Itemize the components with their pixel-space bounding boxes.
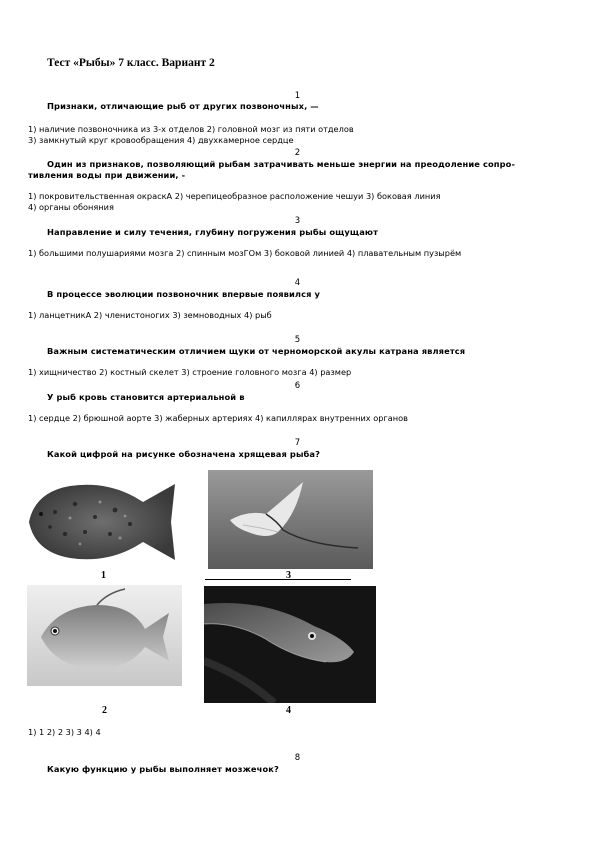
question-number: 8 [294, 753, 301, 763]
question-text: Какую функцию у рыбы выполняет мозжечок? [47, 764, 279, 774]
question-text: Какой цифрой на рисунке обозначена хрящевая рыба? [47, 449, 321, 459]
question-number: 1 [294, 91, 301, 101]
question-text: Признаки, отличающие рыб от других позвоночных, — [47, 101, 319, 111]
figure-label: 4 [286, 705, 291, 716]
question-number: 2 [294, 148, 301, 158]
question-text: Один из признаков, позволяющий рыбам затрачивать меньше энергии на преодоление сопро- [47, 159, 516, 169]
question-text: В процессе эволюции позвоночник впервые появился у [47, 289, 321, 299]
question-text: Важным систематическим отличием щуки от черноморской акулы катрана является [47, 346, 466, 356]
answer-line: 4) органы обоняния [28, 202, 114, 212]
answer-line: 1) наличие позвоночника из 3-х отделов 2) головной мозг из пяти отделов [28, 124, 354, 134]
question-number: 3 [294, 216, 301, 226]
answer-line: 1) сердце 2) брюшной аорте 3) жаберных артериях 4) капиллярах внутренних органов [28, 413, 408, 423]
answer-line: 1) хищничество 2) костный скелет 3) строение головного мозга 4) размер [28, 367, 352, 377]
answer-line: 1) большими полушариями мозга 2) спинным мозГОм 3) боковой линией 4) плавательным пузырём [28, 248, 462, 258]
question-number: 7 [294, 438, 301, 448]
page-title: Тест «Рыбы» 7 класс. Вариант 2 [47, 57, 215, 69]
flounder-photo [25, 472, 183, 572]
moonfish-photo [27, 585, 182, 686]
question-number: 5 [294, 335, 301, 345]
figure-label: 3 [286, 570, 291, 581]
answer-line: 1) покровительственная окраскА 2) черепицеобразное расположение чешуи 3) боковая линия [28, 191, 441, 201]
answer-line: 3) замкнутый круг кровообращения 4) двухкамерное сердце [28, 135, 294, 145]
figure-label: 1 [101, 570, 106, 581]
question-text: Направление и силу течения, глубину погружения рыбы ощущают [47, 227, 378, 237]
question-number: 6 [294, 381, 301, 391]
ray-photo [208, 470, 373, 569]
eel-photo [204, 586, 376, 703]
divider [205, 579, 351, 580]
question-text: тивления воды при движении, - [28, 170, 186, 180]
question-text: У рыб кровь становится артериальной в [47, 392, 245, 402]
question-number: 4 [294, 278, 301, 288]
answer-line: 1) 1 2) 2 3) 3 4) 4 [28, 727, 101, 737]
figure-label: 2 [102, 705, 107, 716]
answer-line: 1) ланцетникА 2) членистоногих 3) земноводных 4) рыб [28, 310, 272, 320]
